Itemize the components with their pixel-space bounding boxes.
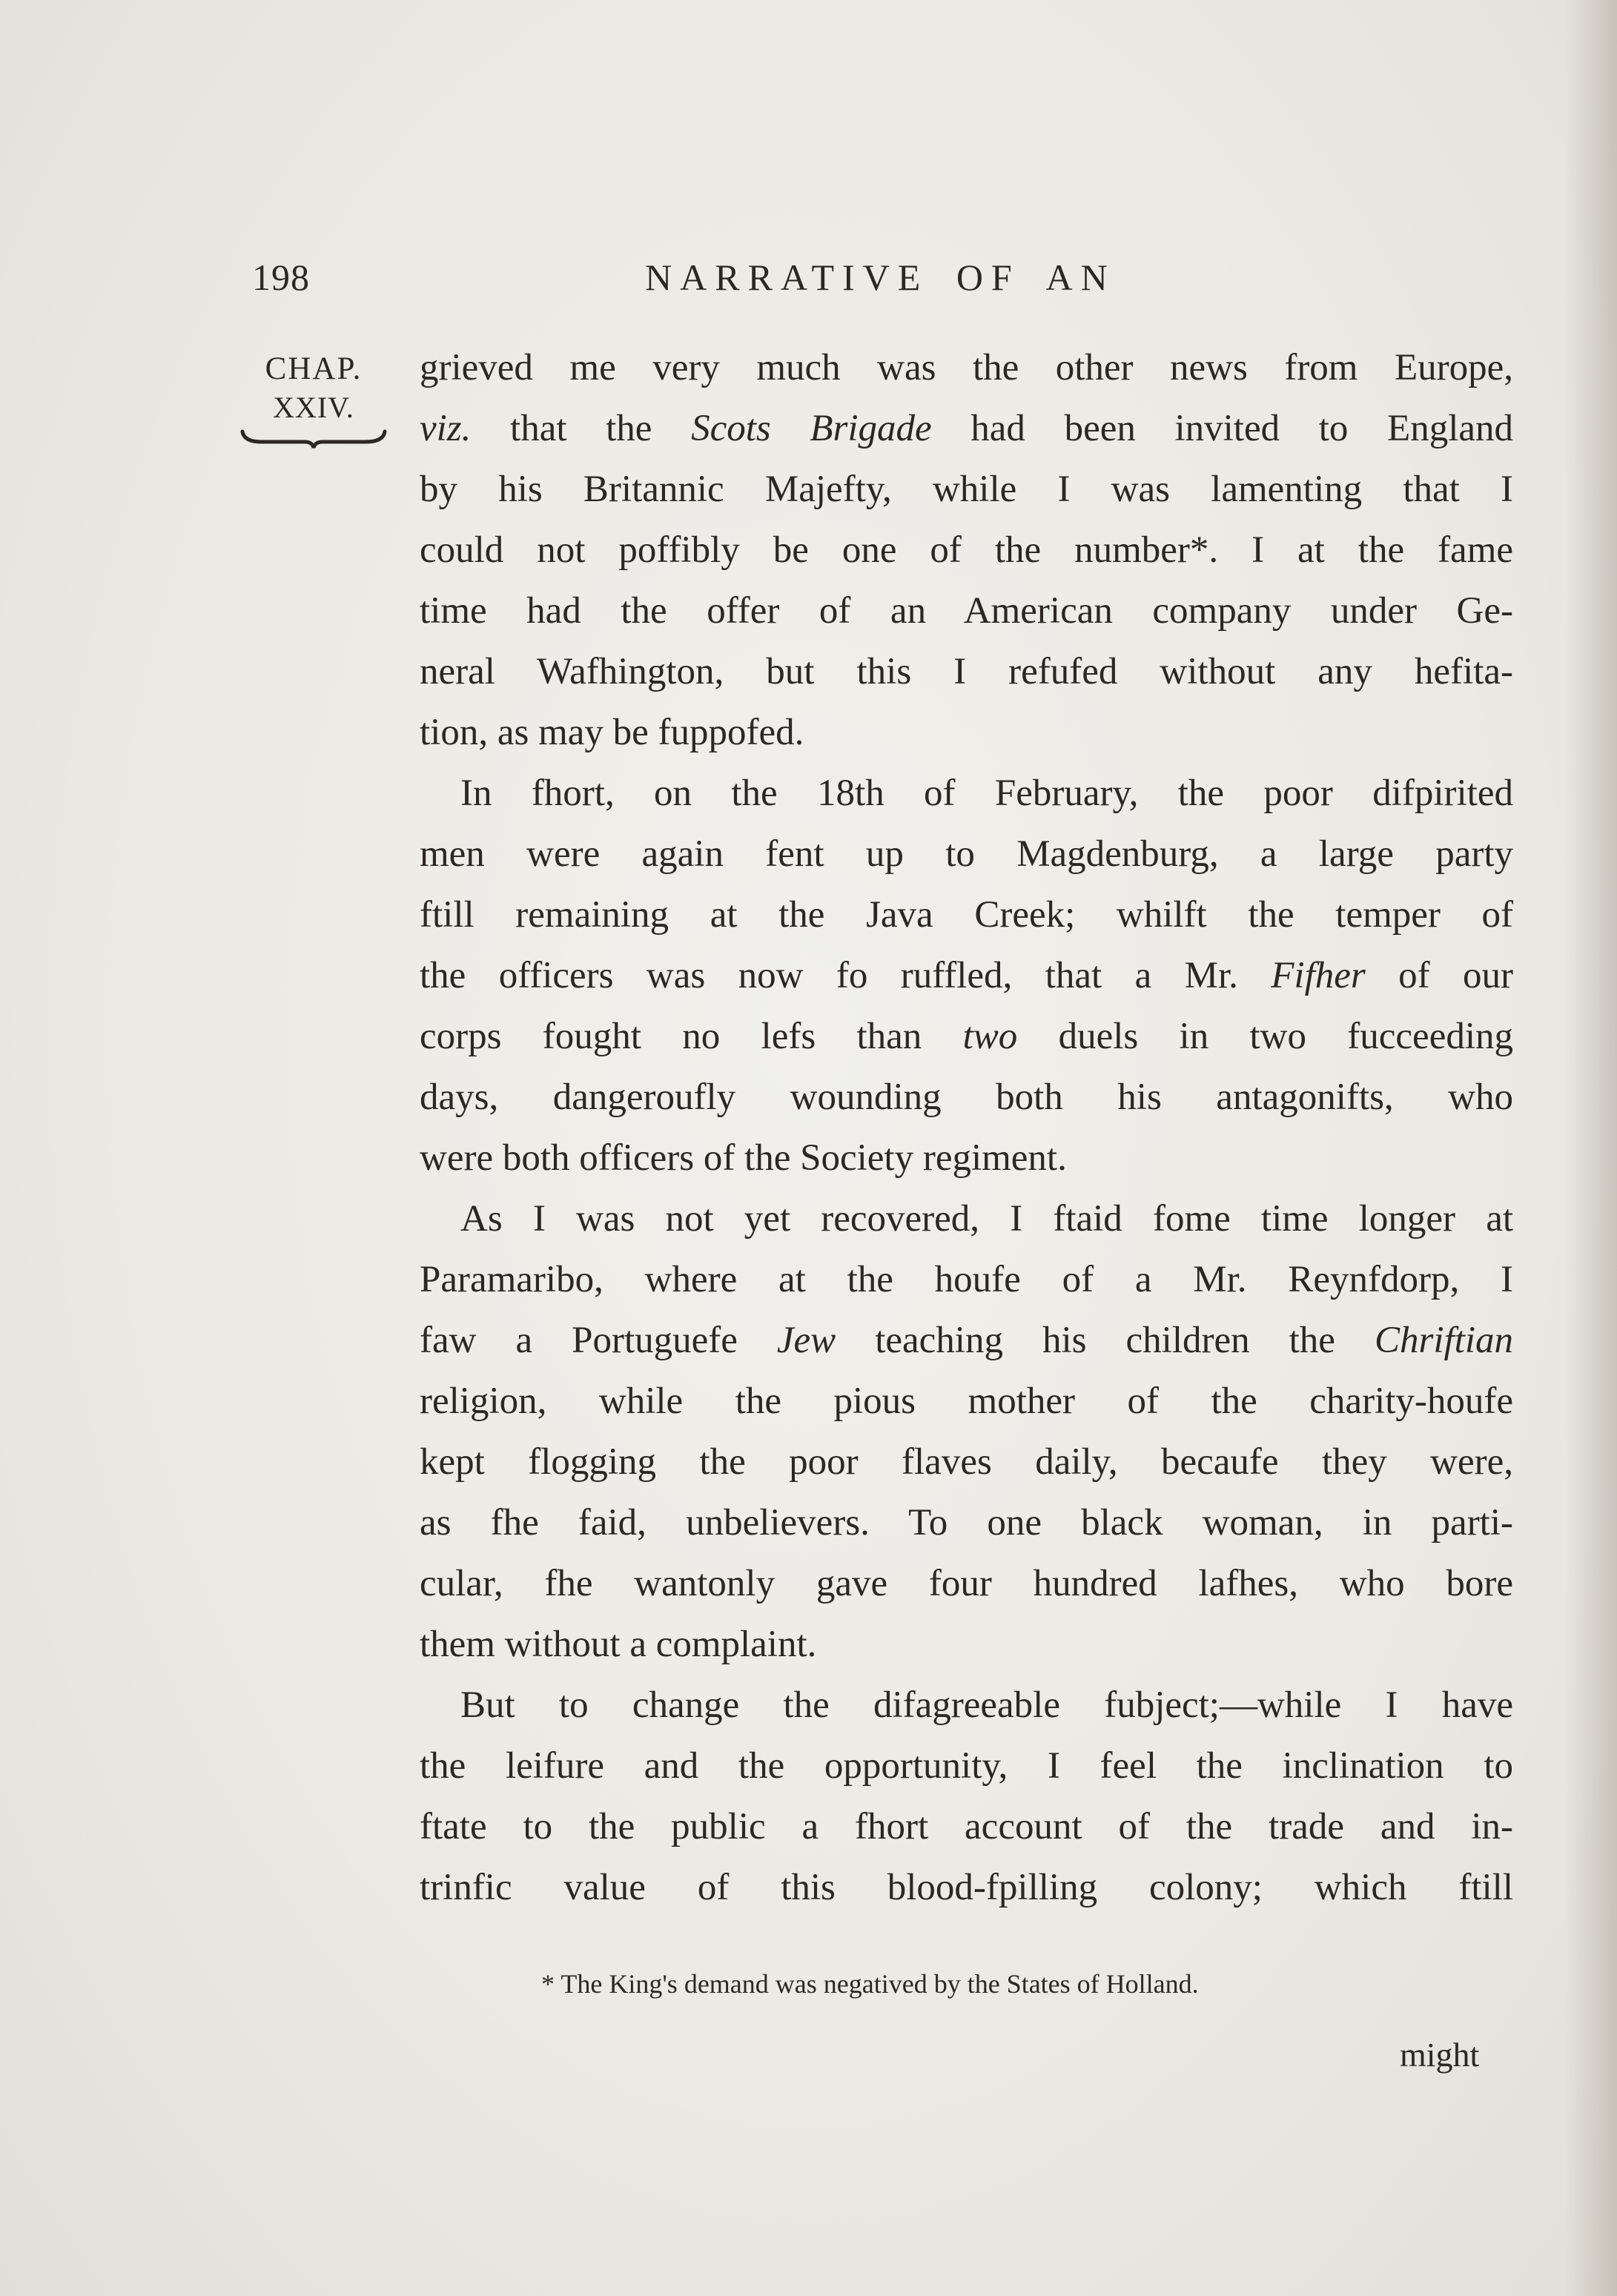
text-line: neral Wafhington, but this I refufed without any hefita-	[420, 651, 1513, 692]
text-line: cular, fhe wantonly gave four hundred lafhes, who bore	[420, 1563, 1513, 1604]
footnote: * The King's demand was negatived by the States of Holland.	[541, 1969, 1199, 1999]
text-line: corps fought no lefs than two duels in two fucceeding	[420, 1016, 1513, 1057]
chapter-number: XXIV.	[273, 391, 354, 424]
text-line: time had the offer of an American company under Ge-	[420, 590, 1513, 632]
chapter-margin-note	[236, 350, 391, 449]
running-head: NARRATIVE OF AN	[645, 257, 1116, 298]
text-line: men were again fent up to Magdenburg, a large party	[420, 833, 1513, 875]
chapter-label: CHAP.	[265, 351, 363, 386]
text-line: as fhe faid, unbelievers. To one black woman, in parti-	[420, 1502, 1513, 1544]
page-header	[0, 256, 1617, 315]
text-line: days, dangeroufly wounding both his antagonifts, who	[420, 1076, 1513, 1118]
text-line: kept flogging the poor flaves daily, becaufe they were,	[420, 1441, 1513, 1483]
text-line: ftate to the public a fhort account of the trade and in-	[420, 1806, 1513, 1847]
text-line: As I was not yet recovered, I ftaid fome time longer at	[460, 1198, 1513, 1240]
text-line: Paramaribo, where at the houfe of a Mr. Reynfdorp, I	[420, 1259, 1513, 1300]
text-line: the leifure and the opportunity, I feel the inclination to	[420, 1745, 1513, 1787]
page-number: 198	[252, 257, 310, 298]
text-line: grieved me very much was the other news from Europe,	[420, 347, 1513, 388]
body-text	[420, 337, 1513, 1918]
text-line: by his Britannic Majefty, while I was lamenting that I	[420, 469, 1513, 510]
text-line: faw a Portuguefe Jew teaching his children the Chriftian	[420, 1320, 1513, 1361]
text-line: But to change the difagreeable fubject;—while I have	[460, 1684, 1513, 1726]
brace-icon	[239, 427, 388, 449]
text-line: In fhort, on the 18th of February, the poor difpirited	[460, 772, 1513, 814]
page-gutter-shadow	[1565, 0, 1617, 2296]
text-line: them without a complaint.	[420, 1624, 817, 1665]
text-line: the officers was now fo ruffled, that a Mr. Fifher of our	[420, 955, 1514, 996]
text-line: were both officers of the Society regiment.	[420, 1137, 1067, 1179]
text-line: tion, as may be fuppofed.	[420, 712, 804, 753]
text-line: ftill remaining at the Java Creek; whilft the temper of	[420, 894, 1513, 936]
text-line: could not poffibly be one of the number*. I at the fame	[420, 529, 1513, 571]
text-line: trinfic value of this blood-fpilling colony; which ftill	[420, 1867, 1513, 1908]
text-line: viz. that the Scots Brigade had been invited to England	[420, 408, 1513, 449]
catchword: might	[1400, 2036, 1480, 2074]
text-line: religion, while the pious mother of the charity-houfe	[420, 1380, 1513, 1422]
